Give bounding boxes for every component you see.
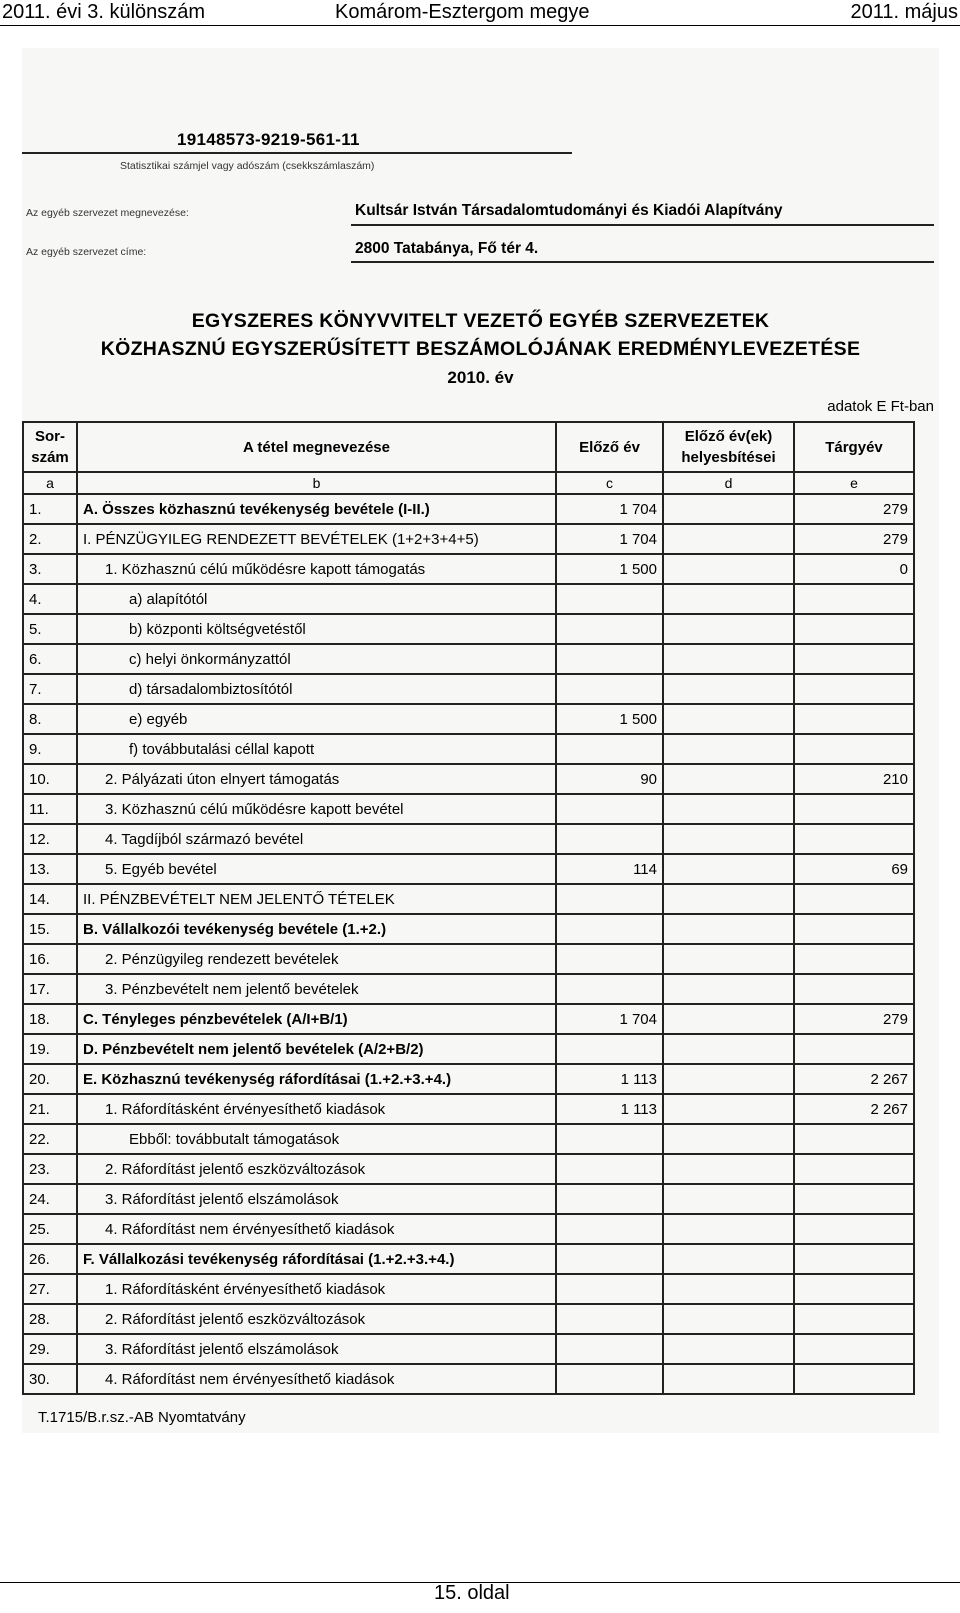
org-name-label: Az egyéb szervezet megnevezése:	[26, 207, 189, 219]
row-name-text: 3. Ráfordítást jelentő elszámolások	[105, 1190, 339, 1208]
row-number: 19.	[23, 1034, 77, 1064]
row-current-year	[794, 1244, 914, 1274]
row-correction	[663, 1034, 794, 1064]
row-number: 12.	[23, 824, 77, 854]
row-prev-year	[556, 1034, 663, 1064]
row-name-text: 1. Közhasznú célú működésre kapott támogatás	[105, 560, 426, 578]
table-row	[23, 1124, 914, 1154]
table-row	[23, 914, 914, 944]
row-number: 20.	[23, 1064, 77, 1094]
row-correction	[663, 1124, 794, 1154]
report-year: 2010. év	[447, 368, 514, 387]
row-name-text: a) alapítótól	[129, 590, 208, 608]
row-correction	[663, 1214, 794, 1244]
row-prev-year	[556, 1124, 663, 1154]
table-row	[23, 704, 914, 734]
row-prev-year: 1 704	[556, 1004, 663, 1034]
row-correction	[663, 884, 794, 914]
row-current-year	[794, 584, 914, 614]
row-current-year: 69	[794, 854, 914, 884]
divider	[22, 152, 572, 154]
row-correction	[663, 524, 794, 554]
table-row	[23, 974, 914, 1004]
col-header-corr-line1: Előző év(ek)	[684, 428, 773, 445]
row-name	[77, 1004, 556, 1034]
row-number: 14.	[23, 884, 77, 914]
row-number: 23.	[23, 1154, 77, 1184]
row-current-year: 279	[794, 524, 914, 554]
row-number: 4.	[23, 584, 77, 614]
row-correction	[663, 614, 794, 644]
row-name	[77, 914, 556, 944]
row-prev-year: 1 113	[556, 1094, 663, 1124]
row-current-year	[794, 884, 914, 914]
row-name	[77, 764, 556, 794]
date-label: 2011. május	[850, 1, 958, 23]
row-name	[77, 1154, 556, 1184]
row-current-year	[794, 1034, 914, 1064]
row-prev-year: 1 704	[556, 524, 663, 554]
row-name-text: D. Pénzbevételt nem jelentő bevételek (A/2+B/2)	[83, 1040, 424, 1058]
table-row	[23, 734, 914, 764]
row-current-year	[794, 914, 914, 944]
row-prev-year	[556, 674, 663, 704]
report-title-line2: KÖZHASZNÚ EGYSZERŰSÍTETT BESZÁMOLÓJÁNAK EREDMÉNYLEVEZETÉSE	[100, 338, 861, 360]
row-prev-year	[556, 884, 663, 914]
row-name	[77, 674, 556, 704]
row-current-year	[794, 704, 914, 734]
row-correction	[663, 824, 794, 854]
row-number: 1.	[23, 494, 77, 524]
divider	[351, 261, 934, 263]
tax-number-caption: Statisztikai számjel vagy adószám (csekkszámlaszám)	[120, 160, 375, 172]
table-row	[23, 944, 914, 974]
form-id: T.1715/B.r.sz.-AB Nyomtatvány	[38, 1409, 246, 1426]
row-current-year	[794, 734, 914, 764]
row-name	[77, 1094, 556, 1124]
scanned-form	[22, 48, 939, 1433]
col-header-no	[23, 422, 77, 472]
row-name-text: 2. Pályázati úton elnyert támogatás	[105, 770, 340, 788]
row-name	[77, 704, 556, 734]
row-name	[77, 854, 556, 884]
row-correction	[663, 584, 794, 614]
row-number: 18.	[23, 1004, 77, 1034]
row-name-text: b) központi költségvetéstől	[129, 620, 306, 638]
row-number: 10.	[23, 764, 77, 794]
row-correction	[663, 644, 794, 674]
table-row	[23, 1244, 914, 1274]
row-prev-year	[556, 614, 663, 644]
table-row	[23, 1184, 914, 1214]
row-number: 27.	[23, 1274, 77, 1304]
row-name	[77, 1364, 556, 1394]
row-prev-year	[556, 734, 663, 764]
column-letter-row	[23, 472, 914, 494]
row-name-text: 3. Pénzbevételt nem jelentő bevételek	[105, 980, 359, 998]
row-number: 7.	[23, 674, 77, 704]
row-name-text: c) helyi önkormányzattól	[129, 650, 291, 668]
col-letter: b	[77, 472, 556, 494]
row-correction	[663, 554, 794, 584]
row-current-year	[794, 944, 914, 974]
row-name-text: 4. Ráfordítást nem érvényesíthető kiadások	[105, 1370, 395, 1388]
table-header-row	[23, 422, 914, 472]
row-correction	[663, 674, 794, 704]
col-header-corr	[663, 422, 794, 472]
row-prev-year	[556, 1304, 663, 1334]
row-prev-year	[556, 1364, 663, 1394]
divider	[351, 224, 934, 226]
col-letter: e	[794, 472, 914, 494]
row-prev-year	[556, 644, 663, 674]
unit-note: adatok E Ft-ban	[827, 398, 934, 415]
row-current-year: 210	[794, 764, 914, 794]
col-letter: c	[556, 472, 663, 494]
row-correction	[663, 1064, 794, 1094]
row-correction	[663, 1094, 794, 1124]
income-statement-table	[22, 421, 915, 1395]
row-number: 2.	[23, 524, 77, 554]
row-name	[77, 794, 556, 824]
row-number: 26.	[23, 1244, 77, 1274]
table-row	[23, 494, 914, 524]
row-correction	[663, 764, 794, 794]
row-name	[77, 524, 556, 554]
table-row	[23, 674, 914, 704]
row-name-text: A. Összes közhasznú tevékenység bevétele (I-II.)	[83, 500, 430, 518]
table-row	[23, 644, 914, 674]
table-row	[23, 824, 914, 854]
row-current-year	[794, 614, 914, 644]
row-correction	[663, 1004, 794, 1034]
table-row	[23, 1064, 914, 1094]
row-name-text: f) továbbutalási céllal kapott	[129, 740, 315, 758]
row-prev-year: 114	[556, 854, 663, 884]
report-title-line1: EGYSZERES KÖNYVVITELT VEZETŐ EGYÉB SZERVEZETEK	[191, 310, 770, 332]
page-number: 15. oldal	[434, 1582, 510, 1604]
table-row	[23, 884, 914, 914]
row-current-year	[794, 1334, 914, 1364]
col-header-corr-line2: helyesbítései	[681, 449, 776, 466]
row-number: 5.	[23, 614, 77, 644]
table-row	[23, 554, 914, 584]
row-correction	[663, 914, 794, 944]
row-prev-year	[556, 944, 663, 974]
row-number: 3.	[23, 554, 77, 584]
tax-number: 19148573-9219-561-11	[177, 130, 360, 149]
table-row	[23, 794, 914, 824]
row-current-year	[794, 1364, 914, 1394]
row-name	[77, 554, 556, 584]
row-number: 11.	[23, 794, 77, 824]
row-number: 25.	[23, 1214, 77, 1244]
col-header-name: A tétel megnevezése	[77, 422, 556, 472]
table-row	[23, 1034, 914, 1064]
row-current-year	[794, 1214, 914, 1244]
row-number: 28.	[23, 1304, 77, 1334]
row-prev-year	[556, 1214, 663, 1244]
row-name-text: I. PÉNZÜGYILEG RENDEZETT BEVÉTELEK (1+2+3+4+5)	[83, 530, 479, 548]
row-correction	[663, 974, 794, 1004]
row-name-text: 2. Pénzügyileg rendezett bevételek	[105, 950, 339, 968]
row-current-year	[794, 1124, 914, 1154]
row-current-year	[794, 1154, 914, 1184]
row-prev-year: 1 500	[556, 554, 663, 584]
row-correction	[663, 1244, 794, 1274]
row-name	[77, 644, 556, 674]
row-prev-year: 1 500	[556, 704, 663, 734]
row-prev-year	[556, 794, 663, 824]
row-prev-year: 1 113	[556, 1064, 663, 1094]
page-footer	[0, 1582, 960, 1604]
page-header	[0, 0, 960, 26]
row-current-year: 279	[794, 1004, 914, 1034]
row-name	[77, 1184, 556, 1214]
row-name-text: 1. Ráfordításként érvényesíthető kiadások	[105, 1280, 386, 1298]
row-current-year: 0	[794, 554, 914, 584]
row-prev-year	[556, 1274, 663, 1304]
row-name-text: E. Közhasznú tevékenység ráfordításai (1.+2.+3.+4.)	[83, 1070, 452, 1088]
org-address: 2800 Tatabánya, Fő tér 4.	[355, 240, 539, 257]
row-current-year	[794, 974, 914, 1004]
row-name	[77, 614, 556, 644]
row-number: 6.	[23, 644, 77, 674]
row-number: 13.	[23, 854, 77, 884]
row-correction	[663, 1184, 794, 1214]
row-correction	[663, 1274, 794, 1304]
row-number: 9.	[23, 734, 77, 764]
row-name	[77, 1304, 556, 1334]
col-header-no-line1: Sor-	[35, 428, 65, 445]
table-row	[23, 1334, 914, 1364]
row-current-year	[794, 674, 914, 704]
row-correction	[663, 1304, 794, 1334]
row-name-text: 3. Közhasznú célú működésre kapott bevétel	[105, 800, 404, 818]
row-current-year	[794, 644, 914, 674]
row-number: 8.	[23, 704, 77, 734]
row-name-text: II. PÉNZBEVÉTELT NEM JELENTŐ TÉTELEK	[83, 890, 395, 908]
row-name-text: e) egyéb	[129, 710, 188, 728]
row-correction	[663, 1364, 794, 1394]
row-number: 17.	[23, 974, 77, 1004]
row-name	[77, 1034, 556, 1064]
row-name-text: 4. Tagdíjból származó bevétel	[105, 830, 304, 848]
col-header-no-line2: szám	[31, 449, 69, 466]
row-current-year: 2 267	[794, 1064, 914, 1094]
row-prev-year: 90	[556, 764, 663, 794]
row-prev-year	[556, 974, 663, 1004]
row-name	[77, 824, 556, 854]
row-name-text: B. Vállalkozói tevékenység bevétele (1.+2.)	[83, 920, 387, 938]
row-name	[77, 1064, 556, 1094]
row-current-year: 2 267	[794, 1094, 914, 1124]
col-header-prev: Előző év	[556, 422, 663, 472]
row-name-text: d) társadalombiztosítótól	[129, 680, 293, 698]
row-correction	[663, 794, 794, 824]
row-name	[77, 1244, 556, 1274]
col-letter: d	[663, 472, 794, 494]
col-header-curr: Tárgyév	[794, 422, 914, 472]
row-correction	[663, 1334, 794, 1364]
table-row	[23, 1004, 914, 1034]
col-letter: a	[23, 472, 77, 494]
row-name-text: 2. Ráfordítást jelentő eszközváltozások	[105, 1310, 366, 1328]
row-name	[77, 1214, 556, 1244]
row-name-text: 4. Ráfordítást nem érvényesíthető kiadások	[105, 1220, 395, 1238]
row-current-year	[794, 1184, 914, 1214]
row-correction	[663, 704, 794, 734]
county-label: Komárom-Esztergom megye	[335, 1, 590, 23]
row-prev-year	[556, 584, 663, 614]
row-prev-year	[556, 1334, 663, 1364]
row-name-text: Ebből: továbbutalt támogatások	[129, 1130, 340, 1148]
row-prev-year	[556, 824, 663, 854]
row-current-year	[794, 794, 914, 824]
table-row	[23, 764, 914, 794]
table-row	[23, 1274, 914, 1304]
row-name	[77, 734, 556, 764]
report-title	[22, 310, 939, 366]
row-correction	[663, 494, 794, 524]
row-current-year	[794, 824, 914, 854]
row-prev-year: 1 704	[556, 494, 663, 524]
table-row	[23, 524, 914, 554]
row-correction	[663, 944, 794, 974]
row-correction	[663, 734, 794, 764]
table-row	[23, 1214, 914, 1244]
row-name-text: F. Vállalkozási tevékenység ráfordításai (1.+2.+3.+4.)	[83, 1250, 455, 1268]
row-correction	[663, 1154, 794, 1184]
row-name	[77, 1124, 556, 1154]
row-name	[77, 944, 556, 974]
row-number: 16.	[23, 944, 77, 974]
row-number: 29.	[23, 1334, 77, 1364]
row-correction	[663, 854, 794, 884]
table-row	[23, 614, 914, 644]
row-name-text: 3. Ráfordítást jelentő elszámolások	[105, 1340, 339, 1358]
row-name	[77, 1274, 556, 1304]
row-number: 30.	[23, 1364, 77, 1394]
row-number: 15.	[23, 914, 77, 944]
table-row	[23, 1304, 914, 1334]
org-address-label: Az egyéb szervezet címe:	[26, 246, 147, 258]
table-row	[23, 1094, 914, 1124]
row-prev-year	[556, 1154, 663, 1184]
row-number: 22.	[23, 1124, 77, 1154]
row-number: 21.	[23, 1094, 77, 1124]
row-name	[77, 1334, 556, 1364]
row-name-text: 5. Egyéb bevétel	[105, 860, 217, 878]
row-name-text: 1. Ráfordításként érvényesíthető kiadások	[105, 1100, 386, 1118]
row-current-year	[794, 1274, 914, 1304]
row-name	[77, 974, 556, 1004]
row-prev-year	[556, 1244, 663, 1274]
row-prev-year	[556, 914, 663, 944]
row-number: 24.	[23, 1184, 77, 1214]
row-current-year: 279	[794, 494, 914, 524]
table-row	[23, 584, 914, 614]
issue-label: 2011. évi 3. különszám	[2, 1, 206, 23]
row-name-text: C. Tényleges pénzbevételek (A/I+B/1)	[83, 1010, 348, 1028]
row-current-year	[794, 1304, 914, 1334]
table-row	[23, 1154, 914, 1184]
table-row	[23, 854, 914, 884]
row-name	[77, 494, 556, 524]
org-name: Kultsár István Társadalomtudományi és Kiadói Alapítvány	[355, 202, 783, 219]
row-name	[77, 884, 556, 914]
row-name-text: 2. Ráfordítást jelentő eszközváltozások	[105, 1160, 366, 1178]
table-row	[23, 1364, 914, 1394]
row-prev-year	[556, 1184, 663, 1214]
row-name	[77, 584, 556, 614]
